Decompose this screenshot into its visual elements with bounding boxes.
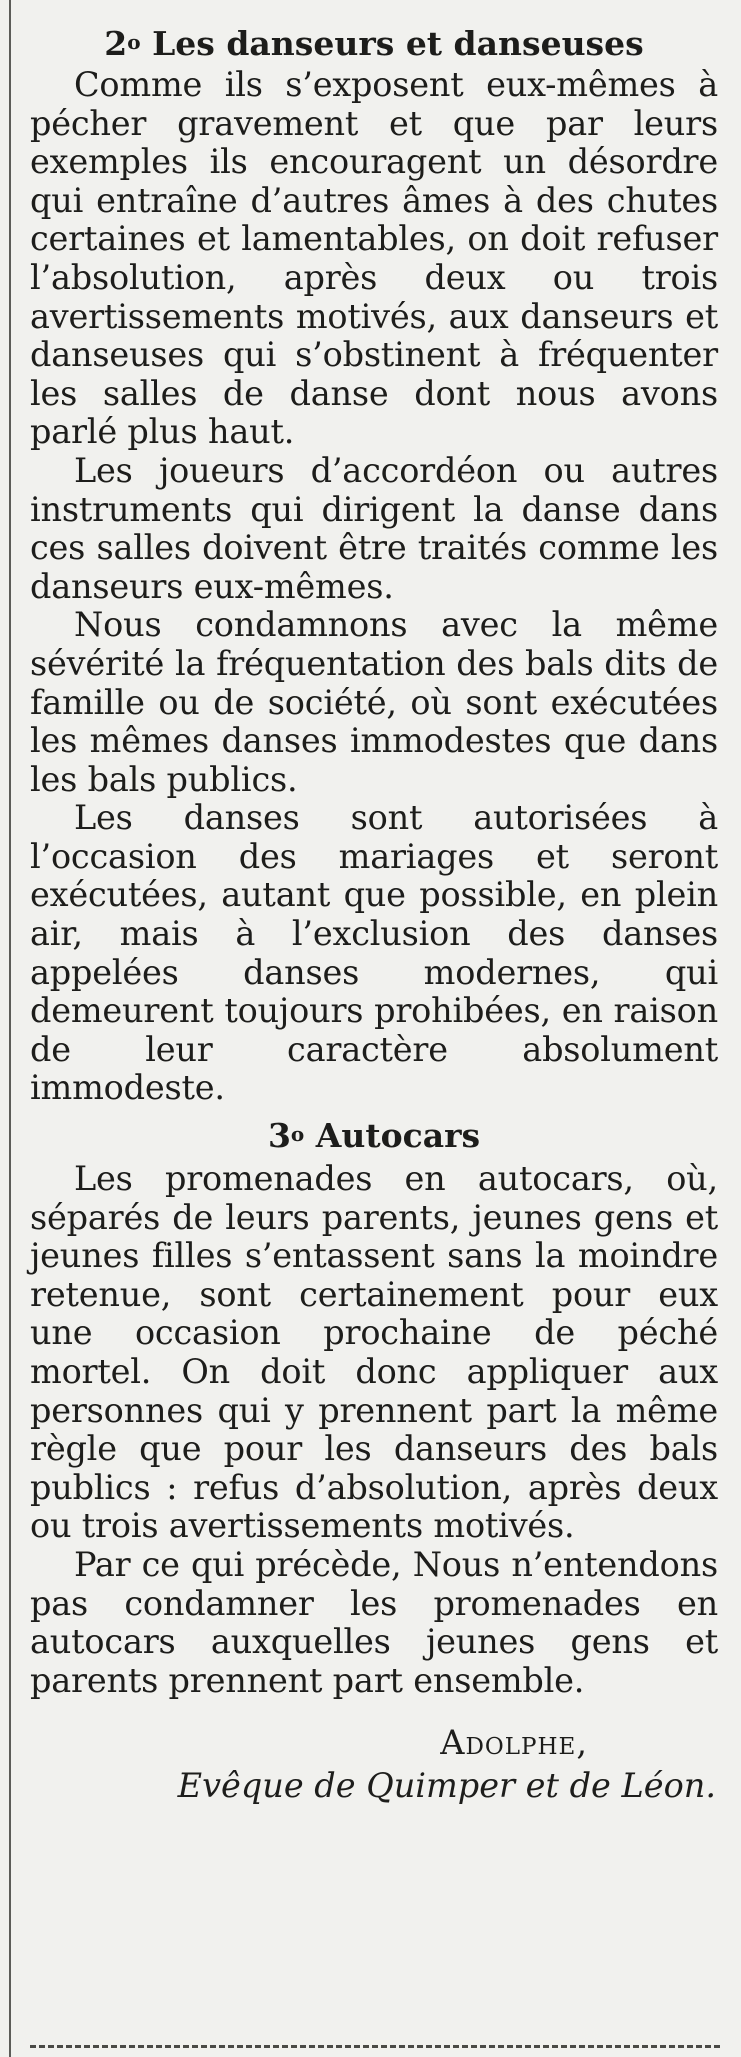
article-column [30, 22, 718, 1806]
section-2-paragraph-1: Comme ils s’exposent eux-mêmes à pécher gravement et que par leurs exemples ils encouragent un désordre qui entraîne d’autres âmes à des chutes certaines et lamentables, on doit refuser l’absolution, après deux ou trois avertissements motivés, aux danseurs et danseuses qui s’obstinent à fréquenter les salles de danse dont nous avons parlé plus haut. [30, 65, 718, 452]
section-2-paragraph-3: Nous condamnons avec la même sévérité la fréquentation des bals dits de famille ou de société, où sont exécutées les mêmes danses immodestes que dans les bals publics. [30, 605, 718, 799]
section-3-heading [30, 1114, 718, 1156]
section-2-ordinal: o [127, 30, 141, 54]
section-3-ordinal: o [290, 1122, 305, 1147]
section-2-paragraph-4: Les danses sont autorisées à l’occasion des mariages et seront exécutées, autant que possible, en plein air, mais à l’exclusion des danses appelées danses modernes, qui demeurent toujours prohibées, en raison de leur caractère absolument immodeste. [30, 798, 718, 1108]
signature-title: Evêque de Quimper et de Léon. [177, 1765, 716, 1805]
bottom-dashed-rule [30, 2045, 720, 2048]
section-3-number: 3 [267, 1116, 291, 1156]
signature-name: Adolphe, [440, 1723, 588, 1763]
column-left-rule [9, 0, 11, 2057]
section-3-title: Autocars [315, 1116, 481, 1156]
signature-block [30, 1724, 718, 1805]
section-3-paragraph-1: Les promenades en autocars, où, séparés de leurs parents, jeunes gens et jeunes filles s’entassent sans la moindre retenue, sont certainement pour eux une occasion prochaine de péché mortel. On doit donc appliquer aux personnes qui y prennent part la même règle que pour les danseurs des bals publics : refus d’absolution, après deux ou trois avertissements motivés. [30, 1159, 718, 1546]
section-2-paragraph-2: Les joueurs d’accordéon ou autres instruments qui dirigent la danse dans ces salles doivent être traités comme les danseurs eux-mêmes. [30, 450, 718, 606]
section-2-title: Les danseurs et danseuses [152, 24, 644, 63]
section-3-paragraph-2: Par ce qui précède, Nous n’entendons pas condamner les promenades en autocars auxquelles jeunes gens et parents prennent part ensemble. [30, 1544, 718, 1700]
section-2-heading [30, 22, 718, 64]
section-2-number: 2 [104, 24, 128, 63]
